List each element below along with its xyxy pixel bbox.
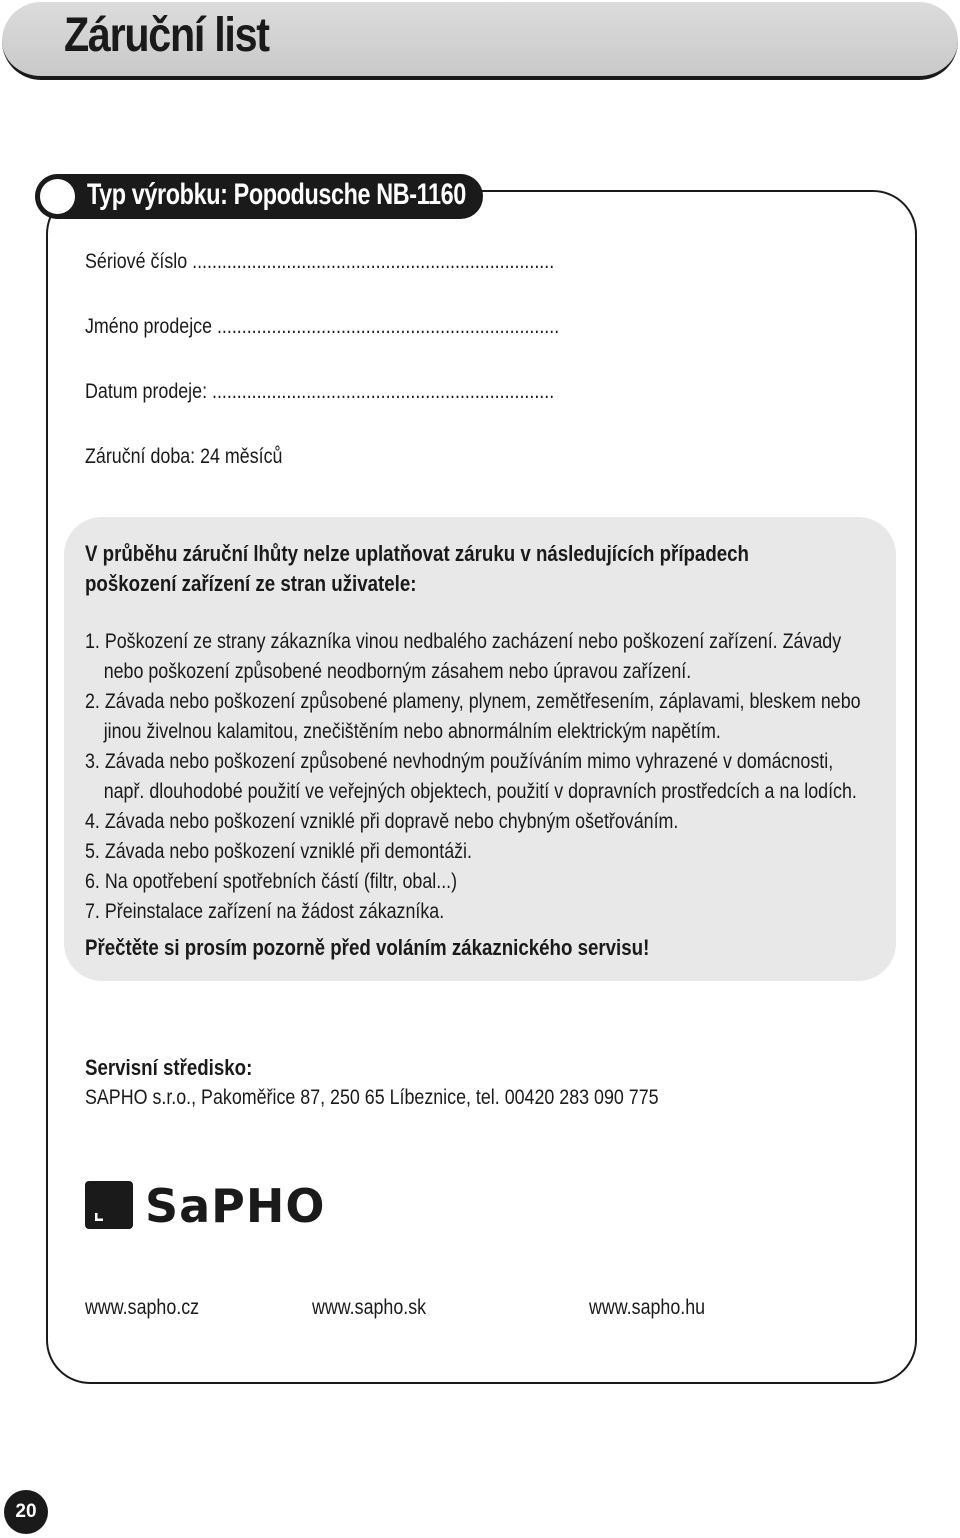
link-sapho-hu[interactable]: www.sapho.hu	[589, 1296, 706, 1319]
logo-wordmark: SaPHO	[145, 1180, 326, 1230]
service-center-heading: Servisní středisko:	[85, 1055, 253, 1080]
list-item: 3. Závada nebo poškození způsobené nevhodným používáním mimo vyhrazené v domácnosti, např. dlouhodobé použití ve veřejných objektech, použití v dopravních prostředcích a na lodích.	[85, 750, 857, 803]
page-number: 20	[4, 1490, 48, 1534]
seller-name-field: Jméno prodejce .....................................................................	[85, 315, 560, 338]
link-sapho-cz[interactable]: www.sapho.cz	[85, 1296, 200, 1319]
list-item: 7. Přeinstalace zařízení na žádost zákazníka.	[85, 900, 445, 923]
exclusions-box	[64, 517, 896, 981]
list-item: 2. Závada nebo poškození způsobené plameny, plynem, zemětřesením, záplavami, bleskem nebo jinou živelnou kalamitou, znečištěním nebo abnormálním elektrickým napětím.	[85, 690, 861, 743]
service-center-address: SAPHO s.r.o., Pakoměřice 87, 250 65 Líbeznice, tel. 00420 283 090 775	[85, 1086, 659, 1109]
list-item: 5. Závada nebo poškození vzniklé při demontáži.	[85, 840, 472, 863]
product-type-pill	[35, 174, 483, 219]
exclusions-heading: V průběhu záruční lhůty nelze uplatňovat záruku v následujících případech poškození zařízení ze stran uživatele:	[85, 541, 749, 596]
list-item: 6. Na opotřebení spotřebních částí (filtr, obal...)	[85, 870, 458, 893]
bullet-dot-icon	[40, 179, 75, 214]
serial-number-field: Sériové číslo .........................................................................	[85, 250, 555, 273]
list-item: 4. Závada nebo poškození vzniklé při dopravě nebo chybným ošetřováním.	[85, 810, 679, 833]
link-sapho-sk[interactable]: www.sapho.sk	[312, 1296, 427, 1319]
warranty-period: Záruční doba: 24 měsíců	[85, 445, 283, 468]
product-type-label: Typ výrobku: Popodusche NB-1160	[87, 178, 466, 211]
page-title: Záruční list	[64, 9, 269, 62]
list-item: 1. Poškození ze strany zákazníka vinou nedbalého zacházení nebo poškození zařízení. Závady nebo poškození způsobené neodborným zásahem nebo úpravou zařízení.	[85, 630, 842, 683]
sapho-logo-icon	[85, 1180, 355, 1230]
exclusions-list	[85, 627, 876, 927]
sale-date-field: Datum prodeje: .....................................................................	[85, 380, 555, 403]
service-warning: Přečtěte si prosím pozorně před voláním zákaznického servisu!	[85, 935, 650, 960]
